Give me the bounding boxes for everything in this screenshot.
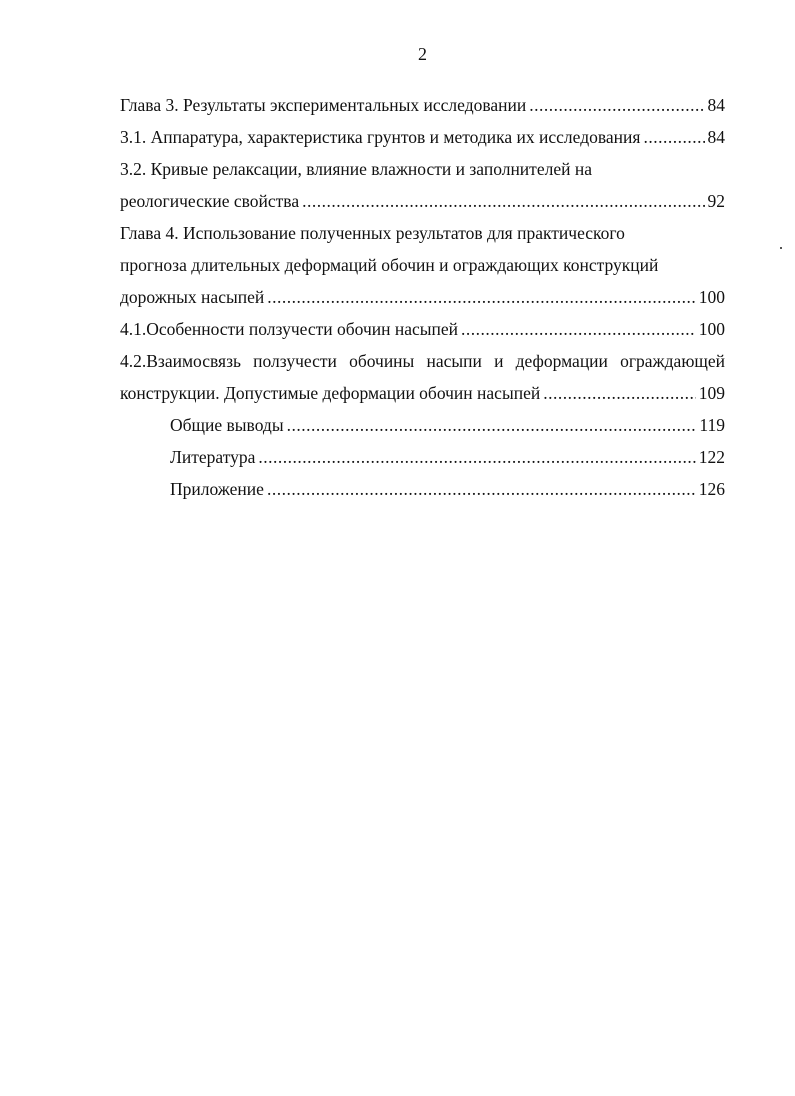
toc-entry-title: 4.1.Особенности ползучести обочин насыпей	[120, 319, 459, 339]
page-number: 2	[418, 44, 427, 64]
toc-page-number: 126	[698, 479, 725, 499]
toc-entry-title: Литература	[170, 447, 256, 467]
toc-entry-title: Глава 3. Результаты экспериментальных исследовании	[120, 95, 527, 115]
toc-entry-title: 3.2. Кривые релаксации, влияние влажности и заполнителей на	[120, 159, 592, 179]
toc-entry-title: Глава 4. Использование полученных результатов для практического	[120, 223, 625, 243]
leader-dots	[267, 281, 696, 313]
toc-entry-title: 3.1. Аппаратура, характеристика грунтов и методика их исследования	[120, 127, 641, 147]
toc-page-number: 92	[707, 191, 725, 211]
toc-entry-chapter-4-line1[interactable]	[120, 217, 725, 249]
toc-entry-section-3-1[interactable]	[120, 121, 725, 153]
leader-dots	[461, 313, 696, 345]
toc-page-number: 119	[699, 415, 725, 435]
toc-page-number: 109	[698, 383, 725, 403]
toc-entry-title-cont: конструкции. Допустимые деформации обочин насыпей	[120, 383, 541, 403]
toc-page-number: 122	[698, 447, 725, 467]
scan-speck	[780, 247, 782, 249]
toc-word: и	[494, 351, 504, 371]
toc-word: 4.2.Взаимосвязь	[120, 351, 241, 371]
toc-entry-literature[interactable]	[120, 441, 725, 473]
toc-entry-chapter-4-line2[interactable]	[120, 249, 725, 281]
toc-entry-chapter-4-line3[interactable]	[120, 281, 725, 313]
leader-dots	[643, 121, 704, 153]
toc-word: деформации	[515, 351, 608, 371]
toc-word: ограждающей	[620, 351, 725, 371]
leader-dots	[302, 185, 704, 217]
toc-entry-title-cont: прогноза длительных деформаций обочин и ограждающих конструкций	[120, 255, 659, 275]
toc-entry-section-3-2-line1[interactable]	[120, 153, 725, 185]
toc-page-number: 84	[707, 127, 725, 147]
toc-word: ползучести	[253, 351, 337, 371]
leader-dots	[543, 377, 696, 409]
table-of-contents	[120, 89, 725, 505]
toc-entry-section-4-2-line2[interactable]	[120, 377, 725, 409]
toc-entry-section-4-2-line1[interactable]	[120, 345, 725, 377]
toc-word: насыпи	[426, 351, 482, 371]
toc-entry-appendix[interactable]	[120, 473, 725, 505]
toc-word: обочины	[349, 351, 415, 371]
toc-entry-section-3-2-line2[interactable]	[120, 185, 725, 217]
leader-dots	[529, 89, 704, 121]
toc-entry-section-4-1[interactable]	[120, 313, 725, 345]
toc-entry-title-cont: реологические свойства	[120, 191, 300, 211]
toc-page-number: 100	[698, 287, 725, 307]
toc-entry-title: Приложение	[170, 479, 264, 499]
toc-entry-title-cont: дорожных насыпей	[120, 287, 265, 307]
toc-entry-conclusions[interactable]	[120, 409, 725, 441]
leader-dots	[287, 409, 697, 441]
leader-dots	[258, 441, 695, 473]
leader-dots	[267, 473, 696, 505]
toc-page-number: 84	[707, 95, 725, 115]
toc-entry-title: Общие выводы	[170, 415, 284, 435]
toc-page-number: 100	[698, 319, 725, 339]
toc-entry-chapter-3[interactable]	[120, 89, 725, 121]
